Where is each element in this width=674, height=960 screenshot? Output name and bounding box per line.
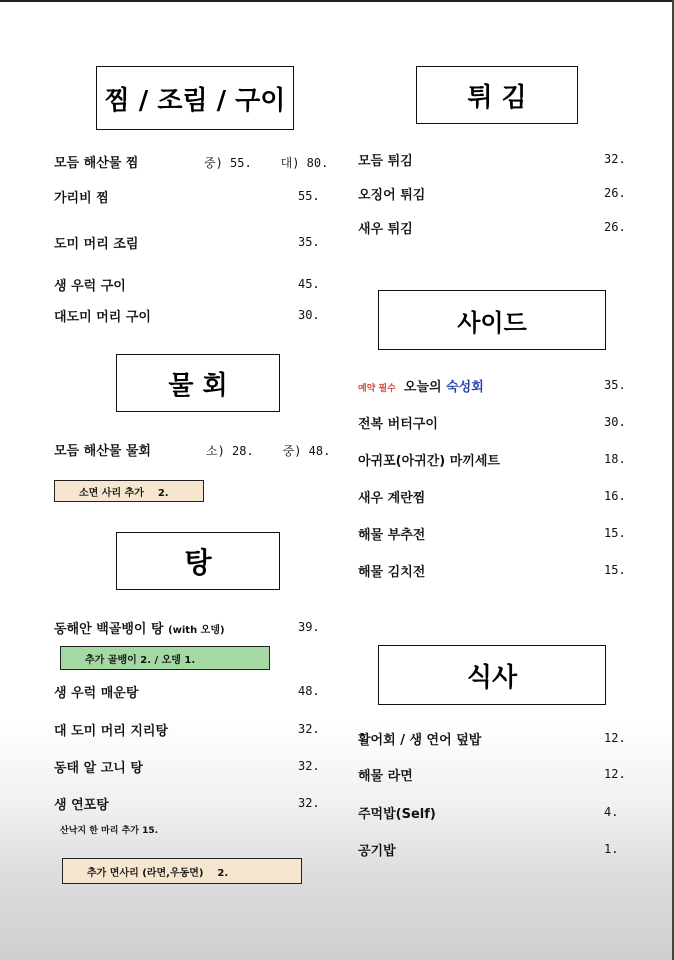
menu-item-name [358, 376, 484, 395]
menu-item-name: 모듬 해산물 물회 [54, 444, 151, 459]
note-noodle-extra: 소면 사리 추가 2. [54, 480, 204, 502]
menu-item-label: 동해안 백골뱅이 탕 [54, 622, 164, 637]
menu-item-price: 32. [604, 152, 626, 166]
menu-item-name: 도미 머리 조림 [54, 237, 139, 252]
menu-item-name: 대 도미 머리 지리탕 [54, 724, 169, 739]
menu-item-price: 35. [298, 235, 320, 249]
menu-item-price: 32. [298, 722, 320, 736]
section-title-meal: 식사 [378, 645, 606, 705]
menu-item-price: 55. [298, 189, 320, 203]
menu-item-price: 16. [604, 489, 626, 503]
menu-item-price: 12. [604, 767, 626, 781]
menu-item-price: 30. [604, 415, 626, 429]
menu-item-name: 활어회 / 생 연어 덮밥 [358, 733, 482, 748]
section-title-mulhoe: 물 회 [116, 354, 280, 412]
menu-item-name: 주먹밥(Self) [358, 807, 436, 822]
menu-item-label: 오늘의 [403, 380, 447, 395]
menu-item-label-highlight: 숙성회 [446, 380, 484, 395]
menu-item-price: 4. [604, 805, 619, 819]
section-title-twigim: 튀 김 [416, 66, 578, 124]
menu-item-name: 오징어 튀김 [358, 188, 426, 203]
menu-item-name: 모듬 튀김 [358, 154, 413, 169]
menu-item-price: 45. [298, 277, 320, 291]
menu-item-price: 1. [604, 842, 619, 856]
menu-item-price: 30. [298, 308, 320, 322]
menu-item-price: 32. [298, 759, 320, 773]
section-title-side: 사이드 [378, 290, 606, 350]
menu-item-name: 해물 라면 [358, 769, 413, 784]
menu-item-price: 26. [604, 186, 626, 200]
menu-item-name: 새우 계란찜 [358, 491, 426, 506]
menu-item-name: 해물 김치전 [358, 565, 426, 580]
menu-item-name [54, 618, 225, 637]
menu-item-name: 생 우럭 매운탕 [54, 686, 139, 701]
note-tang-extra: 추가 골뱅이 2. / 오뎅 1. [60, 646, 270, 670]
menu-item-price: 12. [604, 731, 626, 745]
section-title-tang: 탕 [116, 532, 280, 590]
menu-item-sizes: 소) 28. 중) 48. [206, 444, 331, 458]
menu-item-sizes: 중) 55. 대) 80. [204, 156, 329, 170]
menu-item-price: 48. [298, 684, 320, 698]
menu-item-price: 32. [298, 796, 320, 810]
menu-item-name: 생 우럭 구이 [54, 279, 126, 294]
menu-item-name: 동태 알 고니 탕 [54, 761, 143, 776]
menu-item-name: 생 연포탕 [54, 798, 109, 813]
menu-item-name: 공기밥 [358, 844, 396, 859]
menu-item-name: 해물 부추전 [358, 528, 426, 543]
menu-item-price: 39. [298, 620, 320, 634]
menu-item-price: 18. [604, 452, 626, 466]
menu-item-name: 전복 버터구이 [358, 417, 438, 432]
menu-item-name: 아귀포(아귀간) 마끼세트 [358, 454, 500, 469]
menu-item-price: 26. [604, 220, 626, 234]
menu-item-name: 대도미 머리 구이 [54, 310, 151, 325]
menu-item-price: 15. [604, 526, 626, 540]
note-noodle-extra: 추가 면사리 (라면,우동면) 2. [62, 858, 302, 884]
menu-item-price: 15. [604, 563, 626, 577]
page-border-top [0, 0, 674, 2]
section-title-jjim: 찜 / 조림 / 구이 [96, 66, 294, 130]
menu-item-name: 모듬 해산물 찜 [54, 156, 139, 171]
menu-item-name: 가리비 찜 [54, 191, 109, 206]
note-octopus-extra: 산낙지 한 마리 추가 15. [60, 826, 159, 836]
menu-item-price: 35. [604, 378, 626, 392]
menu-item-tag: 예약 필수 [358, 384, 396, 394]
menu-item-name: 새우 튀김 [358, 222, 413, 237]
menu-item-extra: (with 오뎅) [168, 625, 225, 636]
